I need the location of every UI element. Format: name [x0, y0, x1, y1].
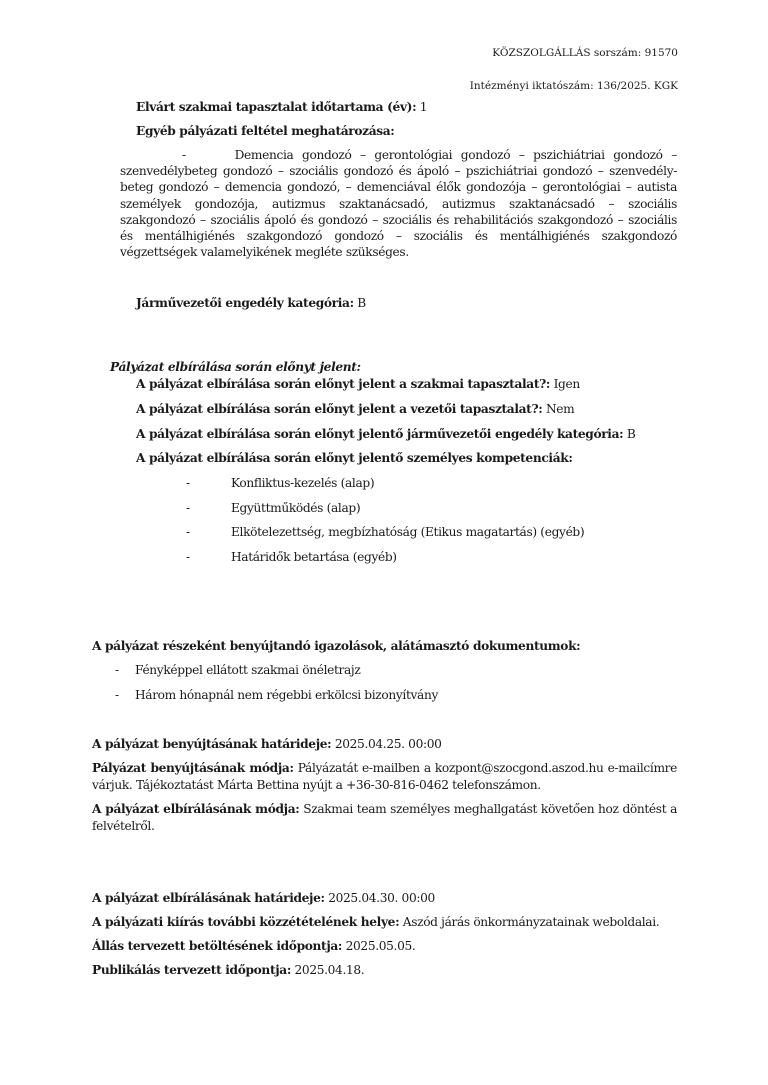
advantage-row	[136, 451, 573, 465]
advantage-label: A pályázat elbírálása során előnyt jelent a szakmai tapasztalat?:	[136, 377, 551, 391]
document-text: Fényképpel ellátott szakmai önéletrajz	[135, 663, 361, 677]
submission-deadline	[92, 737, 442, 751]
experience-row	[136, 100, 427, 114]
publication-place-label: A pályázati kiírás további közzétételének helye:	[92, 915, 400, 929]
qualifications-text: gondozó – gerontológiai gondozó – pszichiátriai gondozó – szenvedélybeteg gondozó – szociális gondozó és ápoló – pszichiátriai gondozó – szenvedély- beteg gondozó – demencia gondozó, – demenciával élők gondozója – gerontológiai – autista személyek gondozója, autizmus szaktanácsadó, autizmus szaktanácsadó – szociális szakgondozó – szociális ápoló és gondozó – szociális és rehabilitációs szakgondozó – szociális és mentálhigiénés szakgondozó gondozó – szociális és mentálhigiénés szakgondozó végzettségek valamelyikének megléte szükséges.	[120, 148, 678, 260]
advantage-value: B	[626, 427, 636, 441]
competency-text: Határidők betartása (egyéb)	[231, 550, 397, 564]
submission-method-value: Pályázatát e-mailben a kozpont@szocgond.aszod.hu e-mailcímre várjuk. Tájékoztatást Márta Bettina nyújt a +36-30-816-0462 telefonszámon.	[92, 761, 677, 792]
submission-method	[92, 760, 677, 794]
advantage-row	[136, 377, 580, 391]
document-text: Három hónapnál nem régebbi erkölcsi bizonyítvány	[135, 688, 438, 702]
advantage-label: A pályázat elbírálása során előnyt jelentő személyes kompetenciák:	[136, 451, 573, 465]
competency-item: - Elkötelezettség, megbízhatóság (Etikus magatartás) (egyéb)	[186, 525, 585, 539]
bullet-dash: -	[182, 148, 186, 162]
license-value: B	[357, 296, 366, 310]
advantage-row	[136, 402, 574, 416]
fill-date-value: 2025.05.05.	[345, 939, 416, 953]
publication-place	[92, 915, 659, 929]
submission-deadline-label: A pályázat benyújtásának határideje:	[92, 737, 332, 751]
advantage-value: Nem	[545, 402, 575, 416]
publish-date	[92, 963, 364, 977]
advantages-title: Pályázat elbírálása során előnyt jelent:	[110, 360, 361, 374]
fill-date	[92, 939, 415, 953]
experience-label: Elvárt szakmai tapasztalat időtartama (év):	[136, 100, 417, 114]
competency-item: - Együttműködés (alap)	[186, 501, 361, 515]
document-item: - Fényképpel ellátott szakmai önéletrajz	[115, 663, 361, 677]
other-conditions-label: Egyéb pályázati feltétel meghatározása:	[136, 124, 395, 138]
other-conditions-text	[120, 147, 677, 260]
competency-text: Együttműködés (alap)	[231, 501, 361, 515]
evaluation-deadline-label: A pályázat elbírálásának határideje:	[92, 891, 325, 905]
documents-label: A pályázat részeként benyújtandó igazolások, alátámasztó dokumentumok:	[92, 639, 581, 653]
competency-item: - Határidők betartása (egyéb)	[186, 550, 397, 564]
advantage-label: A pályázat elbírálása során előnyt jelentő járművezetői engedély kategória:	[136, 427, 624, 441]
publish-date-label: Publikálás tervezett időpontja:	[92, 963, 291, 977]
competency-item: - Konfliktus-kezelés (alap)	[186, 476, 375, 490]
advantage-row	[136, 427, 635, 441]
serial-number: KÖZSZOLGÁLLÁS sorszám: 91570	[492, 47, 678, 59]
publication-place-value: Aszód járás önkormányzatainak weboldalai.	[402, 915, 660, 929]
evaluation-method-value: Szakmai team személyes meghallgatást követően hoz döntést a felvételről.	[92, 802, 677, 833]
evaluation-method	[92, 801, 677, 835]
evaluation-deadline	[92, 891, 435, 905]
first-word: Demencia	[234, 148, 294, 162]
publish-date-value: 2025.04.18.	[294, 963, 365, 977]
advantage-label: A pályázat elbírálása során előnyt jelent a vezetői tapasztalat?:	[136, 402, 543, 416]
submission-method-label: Pályázat benyújtásának módja:	[92, 761, 294, 775]
experience-value: 1	[419, 100, 428, 114]
registry-number: Intézményi iktatószám: 136/2025. KGK	[469, 80, 678, 92]
evaluation-method-label: A pályázat elbírálásának módja:	[92, 802, 300, 816]
license-label: Járművezetői engedély kategória:	[136, 296, 354, 310]
submission-deadline-value: 2025.04.25. 00:00	[334, 737, 442, 751]
advantage-value: Igen	[553, 377, 580, 391]
competency-text: Elkötelezettség, megbízhatóság (Etikus magatartás) (egyéb)	[231, 525, 585, 539]
document-item: - Három hónapnál nem régebbi erkölcsi bizonyítvány	[115, 688, 438, 702]
competency-text: Konfliktus-kezelés (alap)	[231, 476, 375, 490]
license-row	[136, 296, 366, 310]
evaluation-deadline-value: 2025.04.30. 00:00	[328, 891, 435, 905]
fill-date-label: Állás tervezett betöltésének időpontja:	[92, 939, 343, 953]
